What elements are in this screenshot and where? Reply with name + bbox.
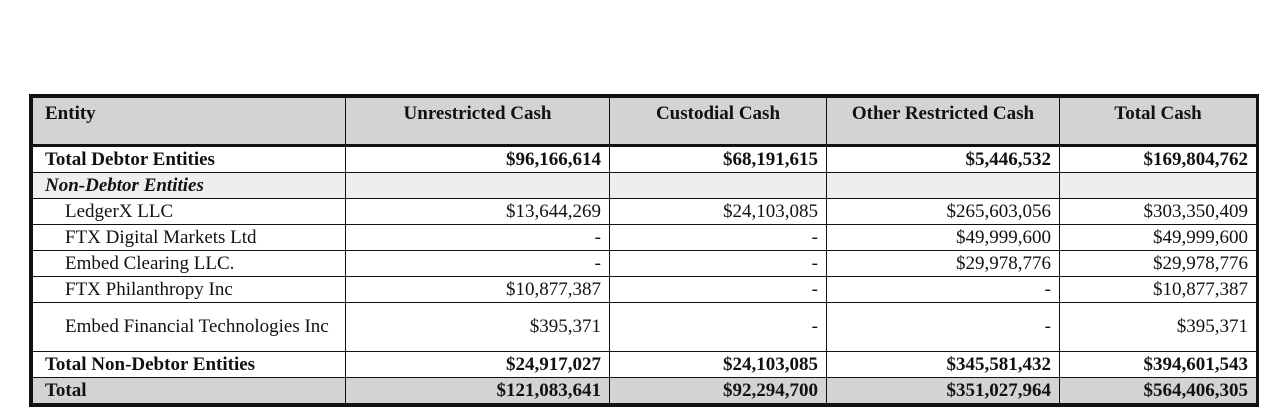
cell-custodial: $92,294,700	[610, 378, 827, 404]
cell-other-restricted: $49,999,600	[827, 225, 1060, 251]
cell-other-restricted: $351,027,964	[827, 378, 1060, 404]
row-entity-label: Embed Clearing LLC.	[33, 251, 346, 277]
cell-unrestricted: $96,166,614	[346, 146, 610, 173]
header-total-cash: Total Cash	[1060, 98, 1257, 146]
header-other-restricted-cash: Other Restricted Cash	[827, 98, 1060, 146]
table-row-ftx-philanthropy	[33, 277, 1257, 303]
cell-other-restricted: $5,446,532	[827, 146, 1060, 173]
cell-unrestricted: $13,644,269	[346, 199, 610, 225]
row-entity-label: FTX Philanthropy Inc	[33, 277, 346, 303]
cell-custodial: -	[610, 251, 827, 277]
cell-total: $10,877,387	[1060, 277, 1257, 303]
cell-total: $394,601,543	[1060, 352, 1257, 378]
row-entity-label: Total Debtor Entities	[33, 146, 346, 173]
header-custodial-cash: Custodial Cash	[610, 98, 827, 146]
table-header-row	[33, 98, 1257, 146]
row-entity-label: LedgerX LLC	[33, 199, 346, 225]
cell-unrestricted: $10,877,387	[346, 277, 610, 303]
cell-total: $303,350,409	[1060, 199, 1257, 225]
cell-unrestricted: $24,917,027	[346, 352, 610, 378]
cell-custodial: -	[610, 277, 827, 303]
header-entity: Entity	[33, 98, 346, 146]
cell-other-restricted: $29,978,776	[827, 251, 1060, 277]
cell-total: $395,371	[1060, 303, 1257, 352]
row-entity-label: Total	[33, 378, 346, 404]
cell-custodial: -	[610, 303, 827, 352]
header-unrestricted-cash: Unrestricted Cash	[346, 98, 610, 146]
cell-unrestricted: -	[346, 251, 610, 277]
cell-custodial: $24,103,085	[610, 352, 827, 378]
table-row-total-debtor-entities	[33, 146, 1257, 173]
table-row-ledgerx	[33, 199, 1257, 225]
table-row-grand-total	[33, 378, 1257, 404]
cell-other-restricted: $345,581,432	[827, 352, 1060, 378]
cell-custodial: -	[610, 225, 827, 251]
table-row-total-non-debtor-entities	[33, 352, 1257, 378]
cell-other-restricted: -	[827, 277, 1060, 303]
cell-custodial	[610, 173, 827, 199]
cash-by-entity-table	[32, 97, 1257, 404]
section-label: Non-Debtor Entities	[33, 173, 346, 199]
cell-custodial: $24,103,085	[610, 199, 827, 225]
cell-unrestricted: $121,083,641	[346, 378, 610, 404]
cell-unrestricted	[346, 173, 610, 199]
cell-total	[1060, 173, 1257, 199]
cash-table-container	[29, 94, 1259, 407]
cell-unrestricted: -	[346, 225, 610, 251]
cell-total: $564,406,305	[1060, 378, 1257, 404]
table-row-non-debtor-section	[33, 173, 1257, 199]
row-entity-label: FTX Digital Markets Ltd	[33, 225, 346, 251]
cell-other-restricted	[827, 173, 1060, 199]
table-row-ftx-digital-markets	[33, 225, 1257, 251]
cell-custodial: $68,191,615	[610, 146, 827, 173]
cell-total: $169,804,762	[1060, 146, 1257, 173]
cell-total: $29,978,776	[1060, 251, 1257, 277]
row-entity-label: Embed Financial Technologies Inc	[33, 303, 346, 352]
row-entity-label: Total Non-Debtor Entities	[33, 352, 346, 378]
cell-other-restricted: $265,603,056	[827, 199, 1060, 225]
table-row-embed-financial-technologies	[33, 303, 1257, 352]
table-row-embed-clearing	[33, 251, 1257, 277]
cell-other-restricted: -	[827, 303, 1060, 352]
cell-unrestricted: $395,371	[346, 303, 610, 352]
cell-total: $49,999,600	[1060, 225, 1257, 251]
